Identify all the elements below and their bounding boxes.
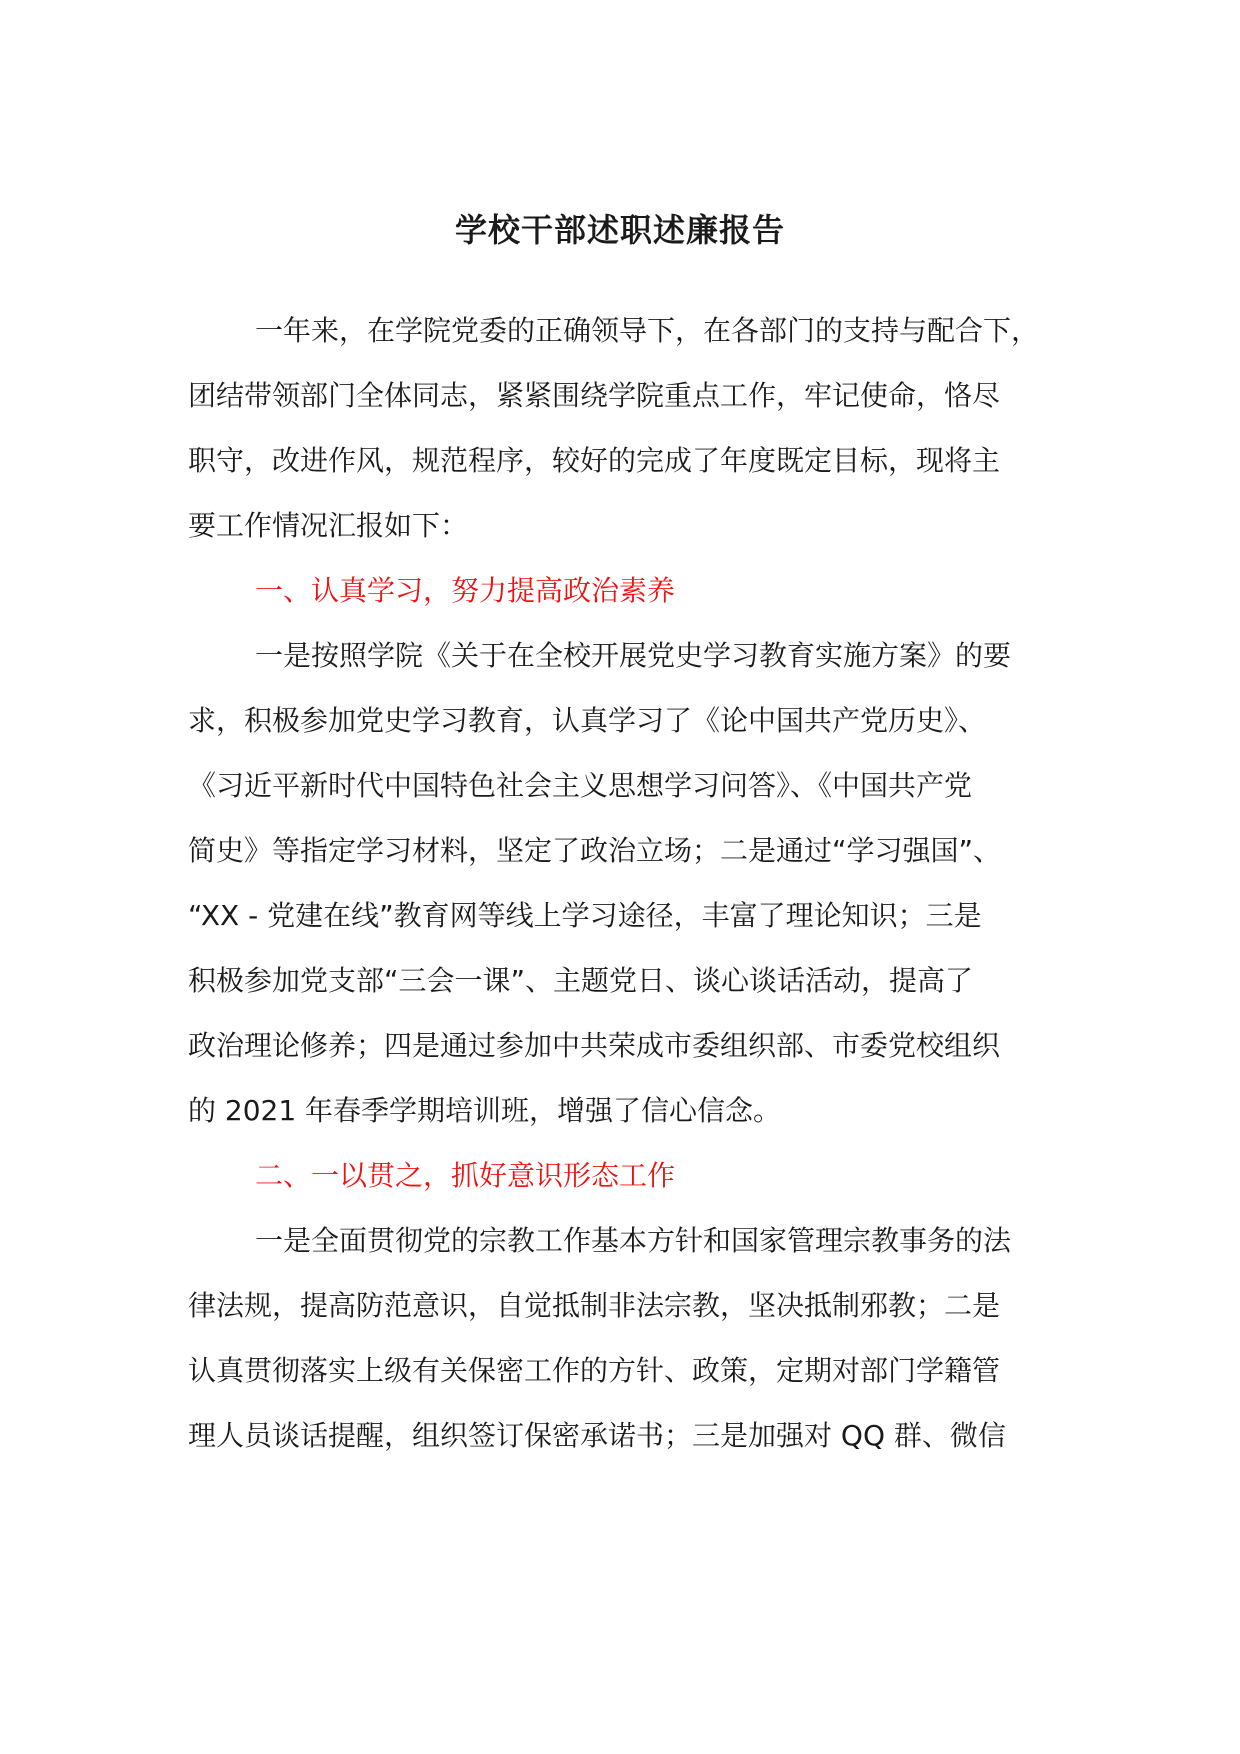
- paragraph-line: 《习近平新时代中国特色社会主义思想学习问答》、《中国共产党: [188, 769, 973, 802]
- paragraph-line: 一是全面贯彻党的宗教工作基本方针和国家管理宗教事务的法: [255, 1224, 1012, 1257]
- paragraph-line: 团结带领部门全体同志，紧紧围绕学院重点工作，牢记使命，恪尽: [188, 379, 1001, 412]
- document-title: 学校干部述职述廉报告: [454, 211, 785, 249]
- paragraph-line: 求，积极参加党史学习教育，认真学习了《论中国共产党历史》、: [188, 704, 987, 737]
- paragraph-line: 简史》等指定学习材料，坚定了政治立场；二是通过“学习强国”、: [188, 834, 1002, 867]
- paragraph-line: “XX - 党建在线”教育网等线上学习途径，丰富了理论知识；三是: [188, 899, 982, 932]
- section-heading: 一、认真学习，努力提高政治素养: [255, 574, 676, 607]
- paragraph-line: 律法规，提高防范意识，自觉抵制非法宗教，坚决抵制邪教；二是: [188, 1289, 1001, 1322]
- paragraph-line: 要工作情况汇报如下：: [188, 509, 469, 542]
- paragraph-line: 积极参加党支部“三会一课”、主题党日、谈心谈话活动，提高了: [188, 964, 974, 997]
- document-body: [188, 298, 1068, 1468]
- paragraph-line: 认真贯彻落实上级有关保密工作的方针、政策，定期对部门学籍管: [188, 1354, 1001, 1387]
- section-heading: 二、一以贯之，抓好意识形态工作: [255, 1159, 676, 1192]
- paragraph-line: 一年来，在学院党委的正确领导下，在各部门的支持与配合下，: [255, 314, 1040, 347]
- paragraph-line: 政治理论修养；四是通过参加中共荣成市委组织部、市委党校组织: [188, 1029, 1001, 1062]
- paragraph-line: 职守，改进作风，规范程序，较好的完成了年度既定目标，现将主: [188, 444, 1001, 477]
- paragraph-line: 一是按照学院《关于在全校开展党史学习教育实施方案》的要: [255, 639, 1012, 672]
- paragraph-line: 的 2021 年春季学期培训班，增强了信心信念。: [188, 1094, 782, 1127]
- paragraph-line: 理人员谈话提醒，组织签订保密承诺书；三是加强对 QQ 群、微信: [188, 1419, 1006, 1452]
